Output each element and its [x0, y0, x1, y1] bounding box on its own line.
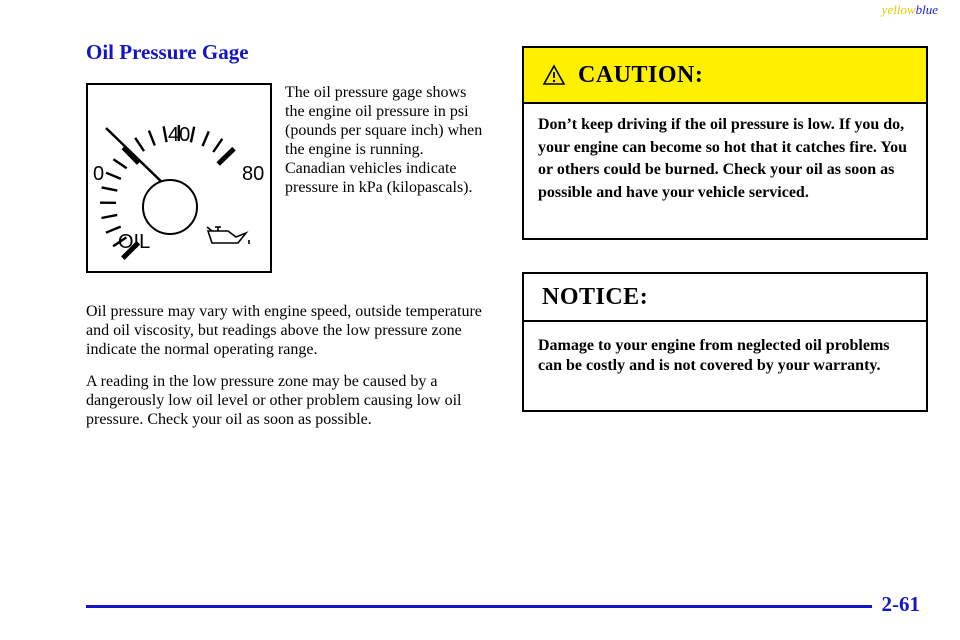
gauge-tick: [203, 131, 209, 146]
gauge-label-mid: 40: [168, 124, 191, 146]
caution-title: CAUTION:: [578, 61, 704, 88]
gauge-label-low: 0: [93, 163, 105, 185]
gauge-tick: [102, 187, 118, 190]
notice-text: Damage to your engine from neglected oil problems can be costly and is not covered by your warranty.: [538, 337, 890, 374]
gauge-tick: [218, 149, 234, 164]
oil-can-icon: [207, 227, 249, 244]
oil-pressure-gauge-figure: [86, 83, 272, 273]
gauge-hub: [143, 180, 197, 234]
gauge-tick: [213, 139, 222, 152]
paragraph-low-pressure: A reading in the low pressure zone may be caused by a dangerously low oil level or other problem causing low oil pressure. Check your oil as soon as possible.: [86, 373, 462, 428]
gauge-tick: [102, 215, 118, 218]
gauge-tick: [149, 131, 155, 146]
gauge-tick: [106, 173, 121, 179]
gauge-tick: [113, 159, 126, 168]
gauge-oil-label: OIL: [118, 231, 151, 253]
caution-box: [522, 46, 928, 240]
gauge-tick: [164, 126, 167, 142]
warning-triangle-icon: [542, 64, 566, 86]
caution-text: Don’t keep driving if the oil pressure is low. If you do, your engine can become so hot that it catches fire. You or others could be burned. Check your oil as soon as possible and have your vehicle serviced.: [538, 116, 907, 201]
gauge-tick: [135, 138, 144, 151]
oil-pressure-gauge: [88, 85, 270, 271]
notice-box: [522, 272, 928, 412]
section-title: Oil Pressure Gage: [86, 40, 249, 64]
caution-header: [524, 48, 926, 104]
gauge-tick: [191, 127, 194, 143]
notice-header: [524, 274, 926, 322]
color-tag-blue: blue: [915, 2, 938, 17]
gauge-description: The oil pressure gage shows the engine oil pressure in psi (pounds per square inch) when the engine is running. Canadian vehicles indicate pressure in kPa (kilopascals).: [285, 84, 483, 196]
gauge-tick: [123, 147, 138, 163]
footer-rule: [86, 605, 872, 608]
color-tag-yellow: yellow: [881, 2, 916, 17]
paragraph-viscosity: Oil pressure may vary with engine speed, outside temperature and oil viscosity, but readings above the low pressure zone indicate the normal operating range.: [86, 303, 482, 358]
notice-title: NOTICE:: [542, 283, 649, 310]
color-tag: [882, 2, 938, 18]
gauge-label-high: 80: [242, 163, 265, 185]
page-number: 2-61: [881, 592, 920, 616]
